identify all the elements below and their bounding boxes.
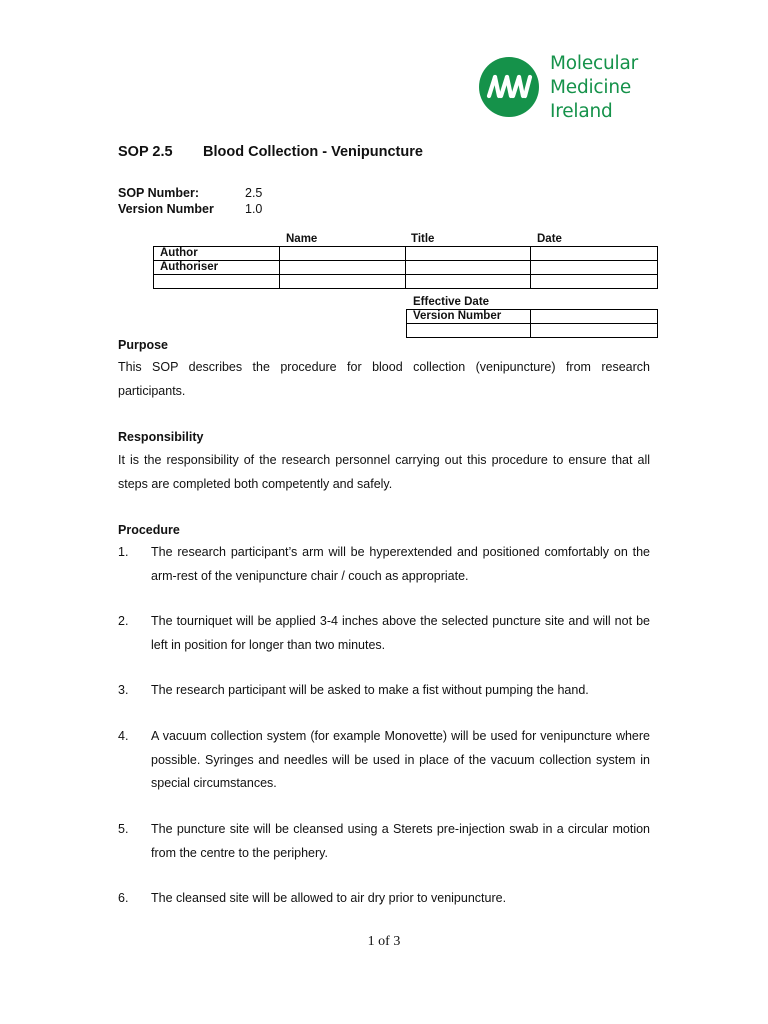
step-text: The cleansed site will be allowed to air dry prior to venipuncture. xyxy=(151,891,507,905)
col-header-date: Date xyxy=(537,233,562,245)
authoriser-label: Authoriser xyxy=(154,261,280,275)
empty-cell[interactable] xyxy=(405,275,531,289)
sop-title: Blood Collection - Venipuncture xyxy=(203,144,423,160)
step-number: 4. xyxy=(118,729,129,743)
author-label: Author xyxy=(154,247,280,261)
col-header-name: Name xyxy=(286,233,318,245)
table-row xyxy=(407,324,658,338)
version-number-label: Version Number xyxy=(118,202,214,216)
approval-table xyxy=(153,246,658,289)
empty-cell[interactable] xyxy=(279,275,405,289)
step-text: The puncture site will be cleansed using a Sterets pre-injection swab in a circular motion from the centre to the periphery. xyxy=(151,822,650,860)
mmi-logo-icon xyxy=(478,56,540,118)
logo-line-3: Ireland xyxy=(550,101,613,122)
step-text: The research participant will be asked to make a fist without pumping the hand. xyxy=(151,683,589,697)
responsibility-heading: Responsibility xyxy=(118,430,204,444)
purpose-text: This SOP describes the procedure for blood collection (venipuncture) from research participants. xyxy=(118,360,650,398)
logo-wordmark xyxy=(550,52,638,124)
page-number: 1 of 3 xyxy=(367,934,401,949)
version-number-cell[interactable] xyxy=(530,310,657,324)
authoriser-title-cell[interactable] xyxy=(405,261,531,275)
effective-table xyxy=(406,309,658,338)
step-number: 3. xyxy=(118,683,129,697)
step-text: The tourniquet will be applied 3-4 inches above the selected puncture site and will not be left in position for longer than two minutes. xyxy=(151,614,650,652)
col-header-title: Title xyxy=(411,233,435,245)
authoriser-name-cell[interactable] xyxy=(279,261,405,275)
author-name-cell[interactable] xyxy=(279,247,405,261)
sop-number-value: 2.5 xyxy=(245,186,263,200)
step-text: The research participant’s arm will be hyperextended and positioned comfortably on the arm-rest of the venipuncture chair / couch as appropriate. xyxy=(151,545,650,583)
version-number-value: 1.0 xyxy=(245,202,263,216)
table-row xyxy=(154,275,658,289)
empty-cell[interactable] xyxy=(407,324,531,338)
sop-number-label: SOP Number: xyxy=(118,186,200,200)
table-row xyxy=(407,310,658,324)
author-title-cell[interactable] xyxy=(405,247,531,261)
table-row xyxy=(154,261,658,275)
authoriser-date-cell[interactable] xyxy=(531,261,658,275)
version-number-cell-label: Version Number xyxy=(407,310,531,324)
empty-cell[interactable] xyxy=(530,324,657,338)
step-number: 2. xyxy=(118,614,129,628)
author-date-cell[interactable] xyxy=(531,247,658,261)
step-number: 6. xyxy=(118,891,129,905)
empty-cell[interactable] xyxy=(531,275,658,289)
purpose-heading: Purpose xyxy=(118,338,169,352)
logo-line-2: Medicine xyxy=(550,77,632,98)
table-row xyxy=(154,247,658,261)
logo-line-1: Molecular xyxy=(550,53,638,74)
molecular-medicine-ireland-logo xyxy=(478,52,668,124)
step-number: 1. xyxy=(118,545,129,559)
procedure-heading: Procedure xyxy=(118,523,180,537)
step-text: A vacuum collection system (for example Monovette) will be used for venipuncture where possible. Syringes and needles will be used in place of the vacuum collection system in special circumstances. xyxy=(151,729,650,790)
responsibility-text: It is the responsibility of the research personnel carrying out this procedure to ensure that all steps are completed both competently and safely. xyxy=(118,453,650,491)
step-number: 5. xyxy=(118,822,129,836)
sop-id: SOP 2.5 xyxy=(118,144,173,160)
empty-cell[interactable] xyxy=(154,275,280,289)
effective-date-label: Effective Date xyxy=(413,296,490,308)
